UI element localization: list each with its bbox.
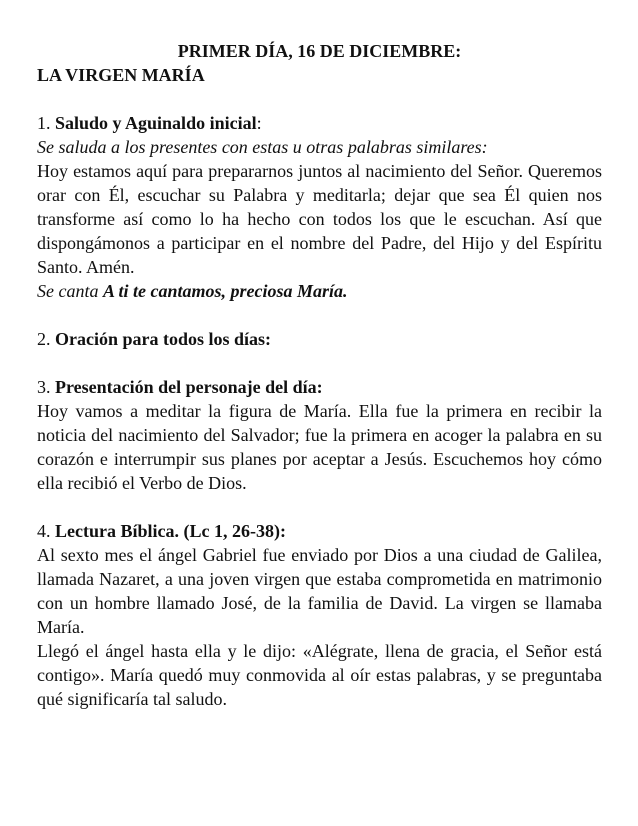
- page-subtitle: LA VIRGEN MARÍA: [37, 65, 205, 85]
- section-number: 2.: [37, 329, 51, 349]
- song-title: A ti te cantamos, preciosa María: [102, 281, 343, 301]
- page-title: PRIMER DÍA, 16 DE DICIEMBRE:: [177, 41, 462, 61]
- section-1-body: Hoy estamos aquí para prepararnos juntos al nacimiento del Señor. Queremos orar con Él, escuchar su Palabra y meditarla; dejar que sea Él quien nos transforme así como lo ha hecho con todos los que le escuchan. Así que dispongámonos a participar en el nombre del Padre, del Hijo y del Espíritu Santo. Amén.: [37, 161, 602, 277]
- section-1-heading: [37, 111, 602, 135]
- spacer: [37, 87, 602, 111]
- section-heading-text: Oración para todos los días:: [55, 329, 272, 349]
- section-number: 4.: [37, 521, 51, 541]
- spacer: [37, 303, 602, 327]
- section-1-instruction: Se saluda a los presentes con estas u otras palabras similares:: [37, 137, 488, 157]
- section-4-body-2: Llegó el ángel hasta ella y le dijo: «Alégrate, llena de gracia, el Señor está contigo». María quedó muy conmovida al oír estas palabras, y se preguntaba qué significaría tal saludo.: [37, 641, 602, 709]
- section-number: 1.: [37, 113, 51, 133]
- section-heading-suffix: :: [256, 113, 262, 133]
- section-4-heading: [37, 519, 602, 543]
- section-heading-text: Presentación del personaje del día:: [55, 377, 323, 397]
- spacer: [37, 495, 602, 519]
- section-2-heading: [37, 327, 602, 351]
- document-page: [37, 39, 602, 711]
- section-4-body-1: Al sexto mes el ángel Gabriel fue enviado por Dios a una ciudad de Galilea, llamada Nazaret, a una joven virgen que estaba comprometida en matrimonio con un hombre llamado José, de la familia de David. La virgen se llamaba María.: [37, 545, 602, 637]
- section-1-song-line: [37, 279, 602, 303]
- song-suffix: .: [343, 281, 348, 301]
- section-3-body: Hoy vamos a meditar la figura de María. Ella fue la primera en recibir la noticia del nacimiento del Salvador; fue la primera en acoger la palabra en su corazón e interrumpir sus planes por aceptar a Jesús. Escuchemos hoy cómo ella recibió el Verbo de Dios.: [37, 401, 602, 493]
- spacer: [37, 351, 602, 375]
- section-3-heading: [37, 375, 602, 399]
- section-heading-text: Lectura Bíblica. (Lc 1, 26-38):: [55, 521, 286, 541]
- song-prefix: Se canta: [37, 281, 99, 301]
- section-heading-text: Saludo y Aguinaldo inicial: [55, 113, 257, 133]
- section-number: 3.: [37, 377, 51, 397]
